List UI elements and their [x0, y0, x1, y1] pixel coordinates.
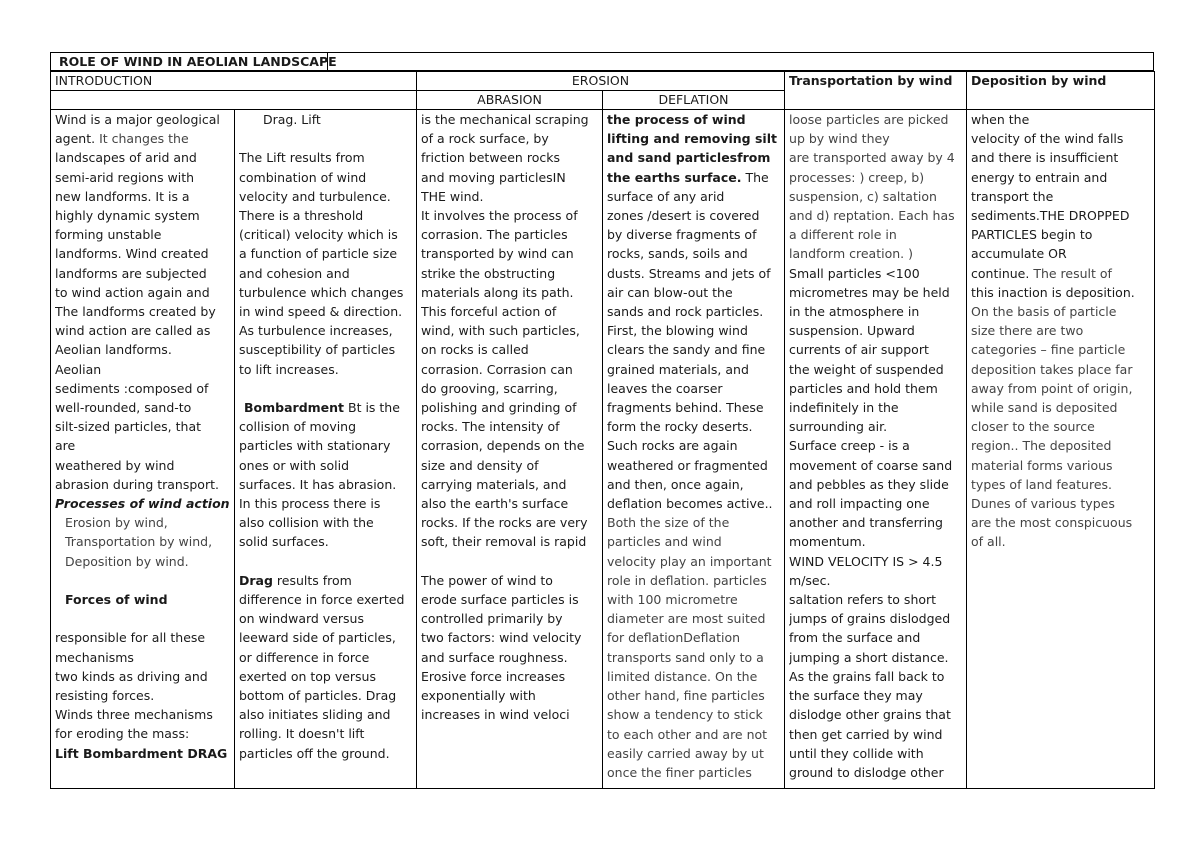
forces-line: Drag results from	[239, 572, 352, 588]
deflation-line: air can blow-out the	[607, 284, 733, 300]
transport-line: Small particles <100	[789, 265, 920, 281]
abrasion-line: on rocks is called	[421, 342, 529, 358]
deflation-header: DEFLATION	[603, 91, 785, 110]
spacer	[55, 571, 230, 590]
deflation-line: the earths surface. The	[607, 169, 769, 185]
deflation-line: and then, once again,	[607, 476, 744, 492]
abrasion-line: increases in wind veloci	[421, 707, 570, 723]
abrasion-line: also the earth's surface	[421, 496, 569, 512]
transport-line: indefinitely in the	[789, 400, 899, 416]
abrasion-line: rocks. If the rocks are very	[421, 515, 588, 531]
transport-line: particles and hold them	[789, 380, 938, 396]
forces-line: or difference in force	[239, 649, 370, 665]
page-title: ROLE OF WIND IN AEOLIAN LANDSCAPE	[50, 53, 328, 71]
intro-line: highly dynamic system	[55, 208, 200, 224]
intro-line: well-rounded, sand-to	[55, 400, 192, 416]
transport-line: currents of air support	[789, 342, 929, 358]
abrasion-line: rocks. The intensity of	[421, 419, 560, 435]
forces-line: susceptibility of particles	[239, 342, 396, 358]
deflation-line: particles and wind	[607, 534, 722, 550]
intro-line: responsible for all these	[55, 630, 206, 646]
deflation-line: diameter are most suited	[607, 611, 766, 627]
transport-line: micrometres may be held	[789, 284, 950, 300]
spacer	[55, 609, 230, 628]
deposition-line: PARTICLES begin to	[971, 227, 1093, 243]
transport-line: dislodge other grains that	[789, 707, 951, 723]
abrasion-line: The power of wind to	[421, 572, 553, 588]
abrasion-line: and surface roughness.	[421, 649, 568, 665]
deflation-line: deflation becomes active..	[607, 496, 773, 512]
deflation-line: for deflationDeflation	[607, 630, 741, 646]
forces-line: The Lift results from	[239, 150, 365, 166]
deflation-line: lifting and removing silt	[607, 131, 777, 147]
deposition-line: of all.	[971, 534, 1006, 550]
deflation-line: zones /desert is covered	[607, 208, 760, 224]
notes-table	[50, 71, 1155, 789]
transport-line: the surface they may	[789, 688, 923, 704]
deflation-line: dusts. Streams and jets of	[607, 265, 771, 281]
introduction-subheader-blank	[51, 91, 417, 110]
transportation-header: Transportation by wind	[785, 72, 967, 110]
forces-line: rolling. It doesn't lift	[239, 726, 365, 742]
deflation-line: the process of wind	[607, 112, 746, 127]
deflation-line: sands and rock particles.	[607, 304, 764, 320]
deflation-line: weathered or fragmented	[607, 457, 768, 473]
abrasion-line: of a rock surface, by	[421, 131, 549, 147]
deflation-line: with 100 micrometre	[607, 592, 738, 608]
deflation-line: surface of any arid	[607, 188, 725, 204]
forces-line: on windward versus	[239, 611, 364, 627]
intro-line: abrasion during transport.	[55, 476, 219, 492]
process-item: Deposition by wind.	[65, 553, 189, 569]
deflation-line: leaves the coarser	[607, 380, 723, 396]
intro-line: Aeolian landforms.	[55, 342, 172, 358]
transport-line: and roll impacting one	[789, 496, 930, 512]
abrasion-line: This forceful action of	[421, 304, 557, 320]
process-item: Erosion by wind,	[65, 515, 168, 531]
transport-line: are transported away by 4	[789, 150, 955, 166]
forces-line: in wind speed & direction.	[239, 304, 403, 320]
forces-line: velocity and turbulence.	[239, 188, 391, 204]
intro-line: landforms are subjected	[55, 265, 207, 281]
deflation-line: easily carried away by ut	[607, 745, 764, 761]
spacer	[239, 552, 412, 571]
transportation-cell	[785, 110, 967, 789]
deposition-line: transport the	[971, 188, 1054, 204]
deposition-line: continue. The result of	[971, 265, 1112, 281]
transport-line: WIND VELOCITY IS > 4.5	[789, 553, 943, 569]
forces-line: and cohesion and	[239, 265, 350, 281]
forces-line: Bombardment Bt is the	[244, 400, 400, 416]
abrasion-line: do grooving, scarring,	[421, 380, 558, 396]
abrasion-line: materials along its path.	[421, 284, 574, 300]
abrasion-line: corrasion. Corrasion can	[421, 361, 573, 377]
transport-line: a different role in	[789, 227, 897, 243]
forces-line: also initiates sliding and	[239, 707, 391, 723]
content-row	[51, 110, 1155, 789]
forces-line: Drag. Lift	[263, 112, 321, 127]
abrasion-line: transported by wind can	[421, 246, 574, 262]
intro-line: weathered by wind	[55, 457, 175, 473]
forces-line: exerted on top versus	[239, 668, 376, 684]
intro-line: for eroding the mass:	[55, 726, 190, 742]
deposition-line: energy to entrain and	[971, 169, 1108, 185]
deposition-line: are the most conspicuous	[971, 515, 1133, 531]
deposition-line: material forms various	[971, 457, 1113, 473]
deposition-line: away from point of origin,	[971, 380, 1133, 396]
abrasion-line: friction between rocks	[421, 150, 560, 166]
deposition-line: deposition takes place far	[971, 361, 1133, 377]
deflation-line: show a tendency to stick	[607, 707, 763, 723]
deflation-line: by diverse fragments of	[607, 227, 757, 243]
deposition-cell	[967, 110, 1155, 789]
intro-line: mechanisms	[55, 649, 134, 665]
forces-line: solid surfaces.	[239, 534, 329, 550]
abrasion-line: THE wind.	[421, 188, 484, 204]
deflation-line: First, the blowing wind	[607, 323, 748, 339]
intro-line: Wind is a major geological	[55, 112, 220, 127]
abrasion-line: two factors: wind velocity	[421, 630, 582, 646]
transport-line: suspension. Upward	[789, 323, 915, 339]
deposition-line: types of land features.	[971, 476, 1113, 492]
deposition-line: accumulate OR	[971, 246, 1067, 262]
forces-line: surfaces. It has abrasion.	[239, 476, 397, 492]
transport-line: movement of coarse sand	[789, 457, 953, 473]
intro-line: to wind action again and	[55, 284, 210, 300]
abrasion-line: Erosive force increases	[421, 668, 566, 684]
deflation-line: grained materials, and	[607, 361, 749, 377]
mechanisms-line: Lift Bombardment DRAG	[55, 745, 228, 761]
forces-line: leeward side of particles,	[239, 630, 396, 646]
intro-line: landscapes of arid and	[55, 150, 197, 166]
forces-line: a function of particle size	[239, 246, 398, 262]
transport-line: in the atmosphere in	[789, 304, 920, 320]
intro-line: agent. It changes the	[55, 131, 189, 147]
spacer	[421, 552, 598, 571]
intro-line: wind action are called as	[55, 323, 211, 339]
forces-line: to lift increases.	[239, 361, 339, 377]
deposition-line: and there is insufficient	[971, 150, 1119, 166]
erosion-header: EROSION	[417, 72, 785, 91]
abrasion-line: controlled primarily by	[421, 611, 563, 627]
transport-line: the weight of suspended	[789, 361, 944, 377]
forces-cell	[235, 110, 417, 789]
transport-line: jumps of grains dislodged	[789, 611, 951, 627]
introduction-header: INTRODUCTION	[51, 72, 417, 91]
deflation-line: fragments behind. These	[607, 400, 764, 416]
header-row-1	[51, 72, 1155, 91]
deflation-line: Such rocks are again	[607, 438, 738, 454]
spacer	[239, 129, 412, 148]
transport-line: and pebbles as they slide	[789, 476, 949, 492]
transport-line: up by wind they	[789, 131, 890, 147]
intro-line: are	[55, 438, 76, 454]
forces-line: difference in force exerted	[239, 592, 405, 608]
intro-line: resisting forces.	[55, 688, 155, 704]
transport-line: until they collide with	[789, 745, 924, 761]
process-item: Transportation by wind,	[65, 534, 213, 550]
intro-line: two kinds as driving and	[55, 668, 208, 684]
transport-line: As the grains fall back to	[789, 668, 945, 684]
deposition-line: while sand is deposited	[971, 400, 1118, 416]
deflation-cell	[603, 110, 785, 789]
abrasion-line: It involves the process of	[421, 208, 578, 224]
intro-line: The landforms created by	[55, 304, 216, 320]
abrasion-line: soft, their removal is rapid	[421, 534, 587, 550]
deposition-line: this inaction is deposition.	[971, 284, 1135, 300]
transport-line: momentum.	[789, 534, 866, 550]
deposition-header: Deposition by wind	[967, 72, 1155, 110]
forces-line: combination of wind	[239, 169, 367, 185]
transport-line: jumping a short distance.	[789, 649, 949, 665]
deflation-line: Both the size of the	[607, 515, 730, 531]
deflation-line: form the rocky deserts.	[607, 419, 753, 435]
title-underline	[50, 70, 1153, 71]
deposition-line: On the basis of particle	[971, 304, 1117, 320]
transport-line: Surface creep - is a	[789, 438, 910, 454]
deflation-line: other hand, fine particles	[607, 688, 765, 704]
forces-line: In this process there is	[239, 496, 381, 512]
abrasion-line: and moving particlesIN	[421, 169, 566, 185]
forces-heading: Forces of wind	[65, 592, 168, 608]
deflation-line: once the finer particles	[607, 764, 752, 780]
intro-line: forming unstable	[55, 227, 162, 243]
deflation-line: and sand particlesfrom	[607, 150, 771, 166]
forces-line: bottom of particles. Drag	[239, 688, 397, 704]
deflation-line: clears the sandy and fine	[607, 342, 766, 358]
abrasion-line: size and density of	[421, 457, 539, 473]
deflation-line: to each other and are not	[607, 726, 768, 742]
transport-line: and d) reptation. Each has	[789, 208, 955, 224]
deposition-line: Dunes of various types	[971, 496, 1115, 512]
deflation-line: velocity play an important	[607, 553, 772, 569]
deflation-line: transports sand only to a	[607, 649, 764, 665]
transport-line: another and transferring	[789, 515, 943, 531]
abrasion-header: ABRASION	[417, 91, 603, 110]
transport-line: surrounding air.	[789, 419, 888, 435]
transport-line: then get carried by wind	[789, 726, 943, 742]
deposition-line: size there are two	[971, 323, 1084, 339]
abrasion-line: wind, with such particles,	[421, 323, 580, 339]
forces-line: (critical) velocity which is	[239, 227, 398, 243]
deposition-line: categories – fine particle	[971, 342, 1126, 358]
introduction-cell	[51, 110, 235, 789]
processes-heading: Processes of wind action	[55, 496, 230, 512]
abrasion-line: carrying materials, and	[421, 476, 567, 492]
forces-line: There is a threshold	[239, 208, 364, 223]
deposition-line: sediments.THE DROPPED	[971, 208, 1130, 224]
deflation-line: rocks, sands, soils and	[607, 246, 748, 262]
spacer	[239, 379, 412, 398]
deposition-line: velocity of the wind falls	[971, 131, 1124, 147]
intro-line: silt-sized particles, that	[55, 419, 202, 435]
title-row	[50, 52, 1154, 71]
abrasion-line: corrasion. The particles	[421, 227, 568, 243]
abrasion-line: erode surface particles is	[421, 592, 579, 608]
deposition-line: closer to the source	[971, 419, 1095, 435]
transport-line: suspension, c) saltation	[789, 188, 937, 204]
abrasion-line: corrasion, depends on the	[421, 438, 585, 454]
forces-line: turbulence which changes	[239, 284, 404, 300]
deflation-line: limited distance. On the	[607, 668, 758, 684]
forces-line: particles off the ground.	[239, 745, 390, 761]
forces-line: As turbulence increases,	[239, 323, 393, 339]
notes-sheet	[50, 52, 1154, 789]
transport-line: m/sec.	[789, 572, 831, 588]
abrasion-line: is the mechanical scraping	[421, 112, 589, 127]
intro-line: landforms. Wind created	[55, 246, 209, 262]
deflation-line: role in deflation. particles	[607, 572, 767, 588]
intro-line: Winds three mechanisms	[55, 707, 213, 723]
intro-line: new landforms. It is a	[55, 188, 190, 204]
deposition-line: region.. The deposited	[971, 438, 1112, 454]
abrasion-line: polishing and grinding of	[421, 400, 577, 416]
intro-line: Aeolian	[55, 361, 102, 377]
forces-line: particles with stationary	[239, 438, 391, 454]
abrasion-line: strike the obstructing	[421, 265, 556, 281]
transport-line: from the surface and	[789, 630, 921, 646]
intro-line: sediments :composed of	[55, 380, 209, 396]
transport-line: saltation refers to short	[789, 592, 937, 608]
abrasion-line: exponentially with	[421, 688, 536, 704]
transport-line: loose particles are picked	[789, 112, 949, 127]
abrasion-cell	[417, 110, 603, 789]
forces-line: collision of moving	[239, 419, 357, 435]
intro-line: semi-arid regions with	[55, 169, 195, 185]
forces-line: also collision with the	[239, 515, 374, 531]
transport-line: ground to dislodge other	[789, 764, 944, 780]
forces-line: ones or with solid	[239, 457, 350, 473]
transport-line: landform creation. )	[789, 246, 913, 262]
transport-line: processes: ) creep, b)	[789, 169, 925, 185]
deposition-line: when the	[971, 112, 1030, 127]
